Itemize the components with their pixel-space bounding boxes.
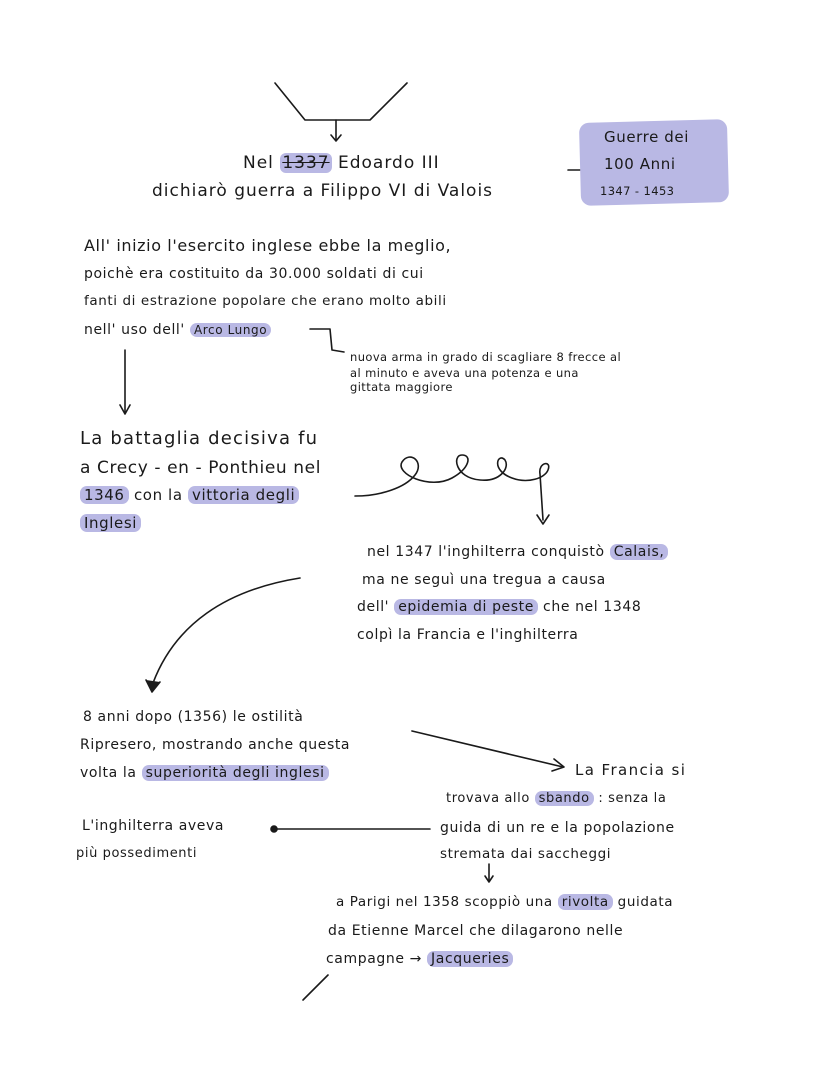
calais-line3-prefix: dell' — [357, 599, 390, 615]
calais-line1-prefix: nel 1347 l'inghilterra conquistò — [367, 544, 605, 560]
arco-note-connector — [310, 329, 344, 352]
box-line3: 1347 - 1453 — [600, 184, 675, 198]
curly-arrow — [355, 455, 549, 520]
battle-line2: a Crecy - en - Ponthieu nel — [80, 458, 322, 478]
parigi-line3-prefix: campagne — [326, 951, 405, 967]
battle-year-highlight: 1346 — [80, 486, 129, 504]
intro-line2: dichiarò guerra a Filippo VI di Valois — [152, 181, 494, 201]
calais-highlight: Calais, — [610, 544, 669, 560]
francia-line4: stremata dai saccheggi — [440, 846, 612, 862]
later-line1: 8 anni dopo (1356) le ostilità — [83, 709, 304, 725]
arco-lungo-highlight: Arco Lungo — [190, 323, 271, 337]
jacqueries-highlight: Jacqueries — [427, 951, 513, 967]
intro-prefix: Nel — [243, 153, 274, 173]
para1-line4 — [84, 323, 271, 337]
battle-line3 — [80, 488, 299, 503]
inghilterra-line2: più possedimenti — [76, 846, 198, 861]
calais-line1 — [367, 545, 668, 559]
box-line2: 100 Anni — [604, 155, 676, 173]
bottom-stroke — [303, 975, 328, 1000]
arco-note-line3: gittata maggiore — [350, 380, 453, 394]
battle-line4 — [80, 516, 141, 531]
para1-line1: All' inizio l'esercito inglese ebbe la meglio, — [84, 236, 452, 255]
curved-arrow — [153, 578, 300, 683]
calais-line3-suffix: che nel 1348 — [543, 599, 642, 615]
sbando-highlight: sbando — [535, 791, 594, 806]
superiority-highlight: superiorità degli inglesi — [142, 765, 329, 781]
rivolta-highlight: rivolta — [558, 894, 613, 910]
intro-name: Edoardo III — [337, 153, 440, 173]
francia-line3: guida di un re e la popolazione — [440, 820, 675, 836]
arrow-glyph: → — [409, 951, 422, 967]
parigi-line1 — [336, 896, 673, 910]
parigi-line1-prefix: a Parigi nel 1358 scoppiò una — [336, 894, 553, 910]
later-line3-prefix: volta la — [80, 765, 137, 781]
victory-highlight: vittoria degli — [188, 486, 299, 504]
para1-line4-prefix: nell' uso dell' — [84, 322, 185, 338]
inghilterra-line1: L'inghilterra aveva — [82, 818, 225, 834]
arco-note-line2: al minuto e aveva una potenza e una — [350, 366, 579, 380]
francia-line2-suffix: : senza la — [598, 791, 667, 806]
parigi-line1-suffix: guidata — [617, 894, 674, 910]
calais-line4: colpì la Francia e l'inghilterra — [357, 627, 579, 643]
later-line3 — [80, 766, 329, 780]
parigi-line3 — [326, 952, 513, 966]
struck-year: 1337 — [282, 153, 330, 173]
inglesi-highlight: Inglesi — [80, 514, 141, 532]
arrow-to-francia — [412, 731, 563, 767]
later-line2: Ripresero, mostrando anche questa — [80, 737, 351, 753]
intro-line1 — [243, 155, 440, 172]
francia-line1: La Francia si — [575, 761, 687, 779]
parigi-line2: da Etienne Marcel che dilagarono nelle — [328, 923, 624, 939]
francia-line2 — [446, 792, 666, 805]
peste-highlight: epidemia di peste — [394, 599, 538, 615]
francia-line2-prefix: trovava allo — [446, 791, 530, 806]
funnel-shape — [275, 83, 407, 120]
calais-line2: ma ne seguì una tregua a causa — [362, 572, 606, 588]
battle-line3-mid: con la — [133, 486, 183, 504]
box-line1: Guerre dei — [604, 128, 690, 146]
para1-line3: fanti di estrazione popolare che erano molto abili — [84, 293, 447, 309]
arco-note-line1: nuova arma in grado di scagliare 8 frecce al — [350, 350, 622, 364]
battle-line1: La battaglia decisiva fu — [80, 428, 319, 449]
para1-line2: poichè era costituito da 30.000 soldati di cui — [84, 266, 424, 282]
calais-line3 — [357, 600, 641, 614]
